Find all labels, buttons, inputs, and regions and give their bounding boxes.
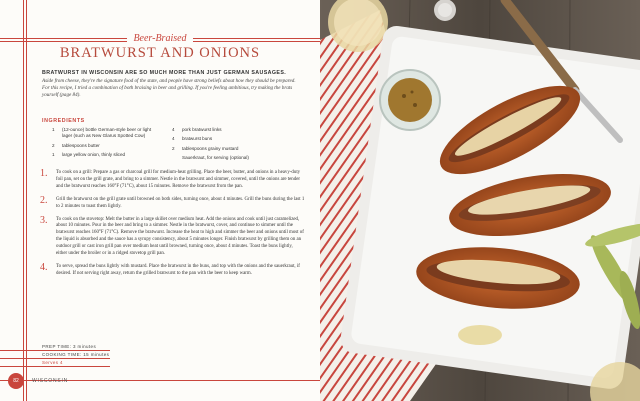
step-text: To serve, spread the buns lightly with mustard. Place the bratwurst in the buns, and top with the onions and the sauerkraut, if desired. If not serving right away, return the grilled bratwurst to the pan with the beer to keep warm. bbox=[56, 263, 300, 276]
ingredient-qty: 1 bbox=[52, 151, 55, 157]
cooking-time: COOKING TIME: 15 minutes bbox=[42, 352, 110, 357]
ingredient-item bbox=[172, 127, 292, 133]
intro-lead: BRATWURST IN WISCONSIN ARE SO MUCH MORE THAN JUST GERMAN SAUSAGES. bbox=[42, 70, 287, 76]
recipe-step bbox=[40, 261, 305, 278]
food-photo-illustration bbox=[320, 0, 640, 401]
intro-text: Aside from cheese, they're the signature food of the state, and people have strong beliefs about how they should be prepared. For this recipe, I tried a combination of both braising in beer and grilling. If you're feeling ambitious, try making the brats yourself (page 84). bbox=[42, 78, 296, 99]
ingredients-column-1 bbox=[52, 127, 162, 161]
ingredient-name: Sauerkraut, for serving (optional) bbox=[182, 154, 249, 160]
ingredient-qty: 4 bbox=[172, 136, 175, 142]
ingredient-qty: 4 bbox=[172, 127, 175, 132]
step-text: To cook on a grill: Prepare a gas or charcoal grill for medium-heat grilling. Place the beer, butter, and onions in a heavy-duty foil pan, set on the grill grate, and bring to a simmer. Nestle in the bratwurst and simmer, covered, until the onions are tender and the bratwurst reaches 160°F (71°C), about 15 minutes. Remove the bratwurst from the pan. bbox=[56, 170, 301, 189]
ingredient-name: tablespoons butter bbox=[62, 142, 100, 148]
ingredient-item bbox=[172, 155, 292, 161]
ingredient-name: large yellow onion, thinly sliced bbox=[62, 151, 126, 157]
running-head: WISCONSIN bbox=[32, 378, 69, 384]
recipe-title: BRATWURST AND ONIONS bbox=[59, 45, 261, 61]
step-text: To cook on the stovetop: Melt the butter in a large skillet over medium heat. Add the onions and cook until just caramelized, about 10 minutes. Pour in the beer and bring to a simmer. Nestle in the bratwurst, cover, and continue to simmer until the bratwurst reaches 160°F (71°C). Remove the bratwurst. Increase the heat to high and simmer the beer and onions until most of the liquid is absorbed and the sauce has a syrupy consistency, about 5 minutes longer. Finish bratwurst by grilling them on an outdoor grill or cast iron grill pan over medium heat until browned, turning once, about 4 minutes. Toast the buns lightly, either under the broiler or in a ridged stovetop grill pan. bbox=[56, 216, 304, 257]
bratwurst-in-buns-photo bbox=[320, 0, 640, 401]
recipe-step bbox=[40, 170, 305, 191]
step-number: 3. bbox=[40, 214, 48, 226]
ingredient-qty: 2 bbox=[52, 142, 55, 148]
page-number: 82 bbox=[8, 373, 24, 389]
step-number: 2. bbox=[40, 194, 48, 206]
meta-rule bbox=[0, 358, 110, 359]
ingredient-qty bbox=[172, 155, 182, 161]
ingredient-name: bratwurst buns bbox=[182, 136, 213, 142]
recipe-kicker: Beer-Braised bbox=[0, 33, 320, 44]
ingredients-heading: INGREDIENTS bbox=[42, 118, 85, 124]
ingredient-item bbox=[172, 136, 292, 142]
ingredient-name: pork bratwurst links bbox=[182, 127, 222, 132]
ingredient-name: (12-ounce) bottle German-style beer or light lager (such as New Glarus Spotted Cow) bbox=[62, 127, 152, 139]
ingredient-qty: 1 bbox=[52, 127, 55, 132]
step-number: 4. bbox=[40, 261, 48, 273]
recipe-steps bbox=[40, 170, 305, 284]
meta-rule bbox=[0, 366, 110, 367]
ingredient-name: tablespoons grainy mustard bbox=[182, 145, 239, 151]
sauerkraut-pile bbox=[458, 325, 502, 345]
ingredient-item bbox=[52, 143, 162, 149]
step-number: 1. bbox=[40, 168, 48, 179]
ingredient-item bbox=[52, 127, 162, 140]
ingredient-qty: 2 bbox=[172, 145, 175, 151]
step-text: Grill the bratwurst on the grill grate until browned on both sides, turning once, about 4 minutes. Grill the buns during the last 1 to 2 minutes to toast them lightly. bbox=[56, 196, 305, 209]
ingredient-item bbox=[52, 152, 162, 158]
recipe-step bbox=[40, 214, 305, 258]
recipe-step bbox=[40, 194, 305, 211]
ingredients-column-2 bbox=[172, 127, 292, 164]
servings: Serves 4 bbox=[42, 360, 63, 365]
prep-time: PREP TIME: 3 minutes bbox=[42, 344, 97, 349]
meta-rule bbox=[0, 350, 110, 351]
ingredient-item bbox=[172, 146, 292, 152]
